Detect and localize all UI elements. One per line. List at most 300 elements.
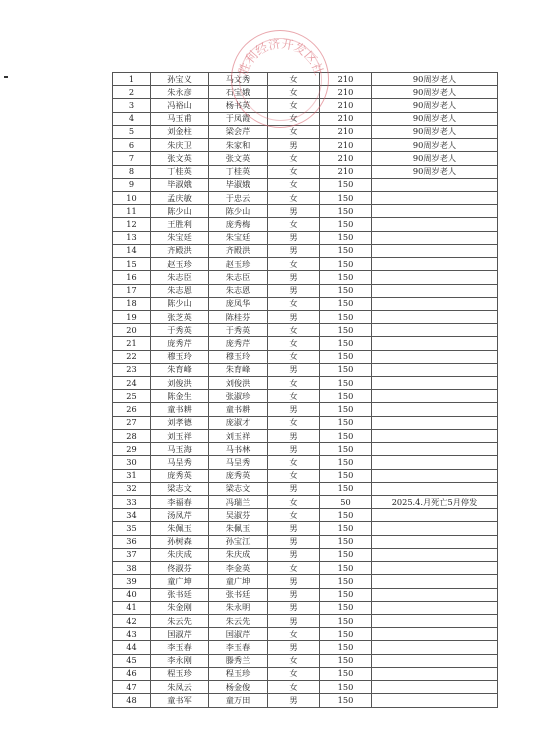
cell-note [372, 469, 498, 482]
cell-spouse: 孙宝江 [209, 535, 268, 548]
cell-amount: 150 [320, 390, 372, 403]
cell-no: 5 [113, 125, 151, 138]
table-row [113, 271, 498, 284]
cell-name: 童书军 [151, 694, 209, 707]
table-row [113, 443, 498, 456]
table-row [113, 363, 498, 376]
cell-name: 汤凤芹 [151, 509, 209, 522]
cell-no: 25 [113, 390, 151, 403]
cell-no: 39 [113, 575, 151, 588]
cell-spouse: 朱宝廷 [209, 231, 268, 244]
table-row [113, 535, 498, 548]
roster-table [112, 72, 498, 708]
cell-name: 李永刚 [151, 654, 209, 667]
cell-name: 梁志文 [151, 482, 209, 495]
cell-note [372, 482, 498, 495]
cell-sex: 男 [268, 482, 320, 495]
cell-note: 2025.4.月死亡5月停发 [372, 496, 498, 509]
cell-spouse: 庞凤华 [209, 297, 268, 310]
cell-spouse: 陈少山 [209, 205, 268, 218]
table-row [113, 522, 498, 535]
cell-amount: 150 [320, 601, 372, 614]
cell-spouse: 陈桂芬 [209, 310, 268, 323]
cell-name: 赵玉珍 [151, 258, 209, 271]
cell-sex: 女 [268, 337, 320, 350]
cell-name: 朱志臣 [151, 271, 209, 284]
cell-sex: 女 [268, 99, 320, 112]
cell-amount: 150 [320, 377, 372, 390]
cell-name: 朱凤云 [151, 681, 209, 694]
table-row [113, 244, 498, 257]
cell-amount: 150 [320, 218, 372, 231]
table-row [113, 403, 498, 416]
cell-spouse: 杨书英 [209, 99, 268, 112]
cell-sex: 女 [268, 509, 320, 522]
cell-amount: 210 [320, 165, 372, 178]
cell-no: 6 [113, 139, 151, 152]
cell-amount: 150 [320, 244, 372, 257]
cell-no: 44 [113, 641, 151, 654]
cell-no: 16 [113, 271, 151, 284]
cell-sex: 女 [268, 496, 320, 509]
table-row [113, 667, 498, 680]
cell-sex: 男 [268, 205, 320, 218]
cell-amount: 210 [320, 112, 372, 125]
cell-note: 90周岁老人 [372, 139, 498, 152]
cell-amount: 150 [320, 178, 372, 191]
cell-sex: 男 [268, 535, 320, 548]
cell-sex: 男 [268, 641, 320, 654]
cell-sex: 男 [268, 575, 320, 588]
cell-name: 朱金刚 [151, 601, 209, 614]
cell-no: 20 [113, 324, 151, 337]
cell-no: 38 [113, 562, 151, 575]
cell-spouse: 庞秀梅 [209, 218, 268, 231]
cell-note [372, 575, 498, 588]
cell-sex: 女 [268, 667, 320, 680]
cell-amount: 150 [320, 456, 372, 469]
cell-sex: 男 [268, 271, 320, 284]
table-row [113, 641, 498, 654]
cell-no: 26 [113, 403, 151, 416]
table-row [113, 496, 498, 509]
cell-spouse: 张淑珍 [209, 390, 268, 403]
cell-note [372, 443, 498, 456]
cell-sex: 女 [268, 165, 320, 178]
cell-amount: 150 [320, 654, 372, 667]
cell-no: 45 [113, 654, 151, 667]
cell-note [372, 297, 498, 310]
cell-no: 40 [113, 588, 151, 601]
cell-spouse: 毕淑娥 [209, 178, 268, 191]
cell-spouse: 李玉春 [209, 641, 268, 654]
cell-spouse: 杨金俊 [209, 681, 268, 694]
roster-body [113, 73, 498, 708]
cell-no: 31 [113, 469, 151, 482]
cell-amount: 150 [320, 535, 372, 548]
cell-amount: 150 [320, 667, 372, 680]
cell-note: 90周岁老人 [372, 73, 498, 86]
cell-no: 43 [113, 628, 151, 641]
cell-no: 35 [113, 522, 151, 535]
seal-lettering [232, 31, 330, 129]
table-row [113, 231, 498, 244]
cell-note [372, 178, 498, 191]
cell-no: 24 [113, 377, 151, 390]
cell-note [372, 588, 498, 601]
table-row [113, 390, 498, 403]
cell-name: 朱育峰 [151, 363, 209, 376]
cell-sex: 女 [268, 178, 320, 191]
cell-spouse: 于秀英 [209, 324, 268, 337]
cell-note: 90周岁老人 [372, 86, 498, 99]
cell-note [372, 641, 498, 654]
cell-spouse: 齐殿洪 [209, 244, 268, 257]
cell-amount: 150 [320, 641, 372, 654]
cell-spouse: 张书廷 [209, 588, 268, 601]
cell-sex: 女 [268, 562, 320, 575]
cell-name: 毕淑娥 [151, 178, 209, 191]
cell-sex: 男 [268, 548, 320, 561]
cell-note [372, 601, 498, 614]
table-row [113, 258, 498, 271]
cell-amount: 150 [320, 614, 372, 627]
cell-name: 童广坤 [151, 575, 209, 588]
cell-amount: 50 [320, 496, 372, 509]
cell-amount: 150 [320, 231, 372, 244]
cell-name: 丁桂英 [151, 165, 209, 178]
cell-name: 陈金生 [151, 390, 209, 403]
cell-name: 刘俊洪 [151, 377, 209, 390]
cell-no: 1 [113, 73, 151, 86]
cell-spouse: 梁会芹 [209, 125, 268, 138]
cell-amount: 150 [320, 681, 372, 694]
cell-name: 穆玉玲 [151, 350, 209, 363]
cell-note: 90周岁老人 [372, 165, 498, 178]
cell-name: 陈少山 [151, 297, 209, 310]
cell-name: 齐殿洪 [151, 244, 209, 257]
cell-note [372, 310, 498, 323]
cell-note [372, 535, 498, 548]
cell-name: 朱永彦 [151, 86, 209, 99]
cell-no: 37 [113, 548, 151, 561]
cell-name: 马呈秀 [151, 456, 209, 469]
cell-sex: 女 [268, 297, 320, 310]
table-row [113, 416, 498, 429]
cell-name: 孟庆敏 [151, 191, 209, 204]
cell-spouse: 李金英 [209, 562, 268, 575]
cell-spouse: 国淑芹 [209, 628, 268, 641]
cell-amount: 150 [320, 482, 372, 495]
cell-name: 马玉甫 [151, 112, 209, 125]
cell-note [372, 628, 498, 641]
cell-name: 刘孝德 [151, 416, 209, 429]
cell-no: 9 [113, 178, 151, 191]
cell-note [372, 337, 498, 350]
cell-spouse: 童万田 [209, 694, 268, 707]
cell-note [372, 205, 498, 218]
official-seal [231, 30, 329, 128]
cell-spouse: 朱云先 [209, 614, 268, 627]
cell-note [372, 654, 498, 667]
cell-spouse: 庞淑才 [209, 416, 268, 429]
cell-no: 47 [113, 681, 151, 694]
cell-spouse: 马书林 [209, 443, 268, 456]
cell-amount: 210 [320, 125, 372, 138]
cell-no: 13 [113, 231, 151, 244]
cell-no: 29 [113, 443, 151, 456]
table-row [113, 456, 498, 469]
cell-sex: 女 [268, 654, 320, 667]
cell-name: 张文英 [151, 152, 209, 165]
cell-spouse: 朱家和 [209, 139, 268, 152]
cell-amount: 210 [320, 73, 372, 86]
cell-spouse: 丁桂英 [209, 165, 268, 178]
cell-note [372, 403, 498, 416]
cell-amount: 150 [320, 416, 372, 429]
cell-no: 41 [113, 601, 151, 614]
cell-sex: 男 [268, 403, 320, 416]
cell-spouse: 刘俊洪 [209, 377, 268, 390]
cell-sex: 女 [268, 390, 320, 403]
cell-sex: 男 [268, 231, 320, 244]
cell-amount: 150 [320, 310, 372, 323]
cell-amount: 150 [320, 350, 372, 363]
cell-note [372, 191, 498, 204]
table-row [113, 601, 498, 614]
cell-no: 17 [113, 284, 151, 297]
cell-no: 22 [113, 350, 151, 363]
cell-no: 8 [113, 165, 151, 178]
cell-no: 2 [113, 86, 151, 99]
cell-name: 李福春 [151, 496, 209, 509]
cell-note [372, 456, 498, 469]
cell-note: 90周岁老人 [372, 125, 498, 138]
cell-amount: 150 [320, 271, 372, 284]
table-row [113, 681, 498, 694]
cell-sex: 女 [268, 350, 320, 363]
cell-spouse: 童书耕 [209, 403, 268, 416]
cell-no: 28 [113, 429, 151, 442]
cell-sex: 男 [268, 310, 320, 323]
cell-amount: 150 [320, 403, 372, 416]
cell-note [372, 271, 498, 284]
cell-amount: 150 [320, 509, 372, 522]
cell-no: 10 [113, 191, 151, 204]
cell-spouse: 庞秀英 [209, 469, 268, 482]
cell-amount: 150 [320, 258, 372, 271]
margin-mark [4, 76, 8, 78]
cell-name: 刘金柱 [151, 125, 209, 138]
cell-amount: 150 [320, 284, 372, 297]
cell-no: 32 [113, 482, 151, 495]
cell-sex: 女 [268, 469, 320, 482]
cell-spouse: 冯瑞兰 [209, 496, 268, 509]
cell-note [372, 244, 498, 257]
cell-name: 张芝英 [151, 310, 209, 323]
cell-spouse: 程玉珍 [209, 667, 268, 680]
cell-sex: 女 [268, 218, 320, 231]
cell-sex: 女 [268, 258, 320, 271]
cell-amount: 150 [320, 469, 372, 482]
cell-note [372, 363, 498, 376]
cell-sex: 女 [268, 681, 320, 694]
cell-spouse: 朱育峰 [209, 363, 268, 376]
cell-spouse: 于忠云 [209, 191, 268, 204]
cell-sex: 男 [268, 694, 320, 707]
cell-note [372, 429, 498, 442]
cell-spouse: 于凤霞 [209, 112, 268, 125]
cell-name: 孙树森 [151, 535, 209, 548]
cell-name: 庞秀芹 [151, 337, 209, 350]
cell-note [372, 218, 498, 231]
cell-name: 庞秀英 [151, 469, 209, 482]
cell-spouse: 张文英 [209, 152, 268, 165]
cell-amount: 150 [320, 429, 372, 442]
table-row [113, 562, 498, 575]
cell-no: 18 [113, 297, 151, 310]
table-row [113, 350, 498, 363]
cell-no: 48 [113, 694, 151, 707]
cell-note [372, 258, 498, 271]
cell-sex: 女 [268, 86, 320, 99]
cell-spouse: 穆玉玲 [209, 350, 268, 363]
cell-name: 王胜利 [151, 218, 209, 231]
table-row [113, 337, 498, 350]
cell-note [372, 324, 498, 337]
cell-note [372, 284, 498, 297]
cell-note: 90周岁老人 [372, 152, 498, 165]
table-row [113, 575, 498, 588]
cell-no: 14 [113, 244, 151, 257]
table-row [113, 694, 498, 707]
table-row [113, 548, 498, 561]
cell-spouse: 朱佩玉 [209, 522, 268, 535]
cell-sex: 男 [268, 363, 320, 376]
cell-no: 21 [113, 337, 151, 350]
cell-note [372, 231, 498, 244]
cell-sex: 女 [268, 324, 320, 337]
cell-sex: 男 [268, 614, 320, 627]
cell-sex: 女 [268, 456, 320, 469]
cell-spouse: 马呈秀 [209, 456, 268, 469]
cell-sex: 女 [268, 112, 320, 125]
table-row [113, 178, 498, 191]
cell-no: 30 [113, 456, 151, 469]
cell-note [372, 614, 498, 627]
cell-note [372, 681, 498, 694]
cell-amount: 210 [320, 86, 372, 99]
cell-no: 23 [113, 363, 151, 376]
cell-note [372, 509, 498, 522]
cell-amount: 210 [320, 139, 372, 152]
cell-name: 陈少山 [151, 205, 209, 218]
cell-amount: 210 [320, 99, 372, 112]
table-row [113, 165, 498, 178]
cell-no: 11 [113, 205, 151, 218]
cell-no: 33 [113, 496, 151, 509]
cell-name: 朱宝廷 [151, 231, 209, 244]
cell-sex: 男 [268, 284, 320, 297]
cell-spouse: 刘玉祥 [209, 429, 268, 442]
cell-amount: 150 [320, 205, 372, 218]
cell-no: 7 [113, 152, 151, 165]
cell-no: 27 [113, 416, 151, 429]
cell-spouse: 庞秀芹 [209, 337, 268, 350]
cell-amount: 150 [320, 694, 372, 707]
cell-note [372, 416, 498, 429]
cell-sex: 女 [268, 73, 320, 86]
cell-note [372, 350, 498, 363]
cell-name: 刘玉祥 [151, 429, 209, 442]
table-row [113, 284, 498, 297]
cell-name: 李玉春 [151, 641, 209, 654]
table-row [113, 218, 498, 231]
cell-spouse: 赵玉珍 [209, 258, 268, 271]
cell-sex: 女 [268, 125, 320, 138]
table-row [113, 588, 498, 601]
cell-spouse: 马文秀 [209, 73, 268, 86]
cell-amount: 150 [320, 548, 372, 561]
cell-note: 90周岁老人 [372, 112, 498, 125]
table-row [113, 482, 498, 495]
table-row [113, 324, 498, 337]
cell-sex: 男 [268, 139, 320, 152]
svg-text:胜利经济开发区社: 胜利经济开发区社 [235, 36, 327, 78]
cell-no: 12 [113, 218, 151, 231]
cell-name: 朱志恩 [151, 284, 209, 297]
cell-spouse: 石宝娥 [209, 86, 268, 99]
cell-spouse: 朱志臣 [209, 271, 268, 284]
cell-amount: 150 [320, 297, 372, 310]
cell-spouse: 滕秀兰 [209, 654, 268, 667]
cell-amount: 150 [320, 337, 372, 350]
cell-sex: 女 [268, 152, 320, 165]
cell-amount: 150 [320, 562, 372, 575]
cell-sex: 男 [268, 244, 320, 257]
cell-sex: 男 [268, 429, 320, 442]
cell-sex: 男 [268, 588, 320, 601]
cell-sex: 女 [268, 416, 320, 429]
cell-sex: 女 [268, 628, 320, 641]
cell-note [372, 562, 498, 575]
table-row [113, 429, 498, 442]
cell-no: 3 [113, 99, 151, 112]
cell-spouse: 朱永明 [209, 601, 268, 614]
table-row [113, 377, 498, 390]
cell-sex: 男 [268, 522, 320, 535]
cell-spouse: 吴淑芬 [209, 509, 268, 522]
cell-no: 19 [113, 310, 151, 323]
cell-sex: 女 [268, 191, 320, 204]
cell-name: 国淑芹 [151, 628, 209, 641]
cell-name: 佟淑芬 [151, 562, 209, 575]
cell-spouse: 朱庆成 [209, 548, 268, 561]
cell-spouse: 梁志文 [209, 482, 268, 495]
cell-sex: 女 [268, 377, 320, 390]
cell-no: 46 [113, 667, 151, 680]
cell-amount: 150 [320, 588, 372, 601]
cell-spouse: 朱志恩 [209, 284, 268, 297]
cell-note [372, 390, 498, 403]
cell-amount: 150 [320, 324, 372, 337]
cell-note [372, 522, 498, 535]
cell-amount: 210 [320, 152, 372, 165]
table-row [113, 654, 498, 667]
cell-name: 程玉珍 [151, 667, 209, 680]
cell-note [372, 548, 498, 561]
table-row [113, 628, 498, 641]
